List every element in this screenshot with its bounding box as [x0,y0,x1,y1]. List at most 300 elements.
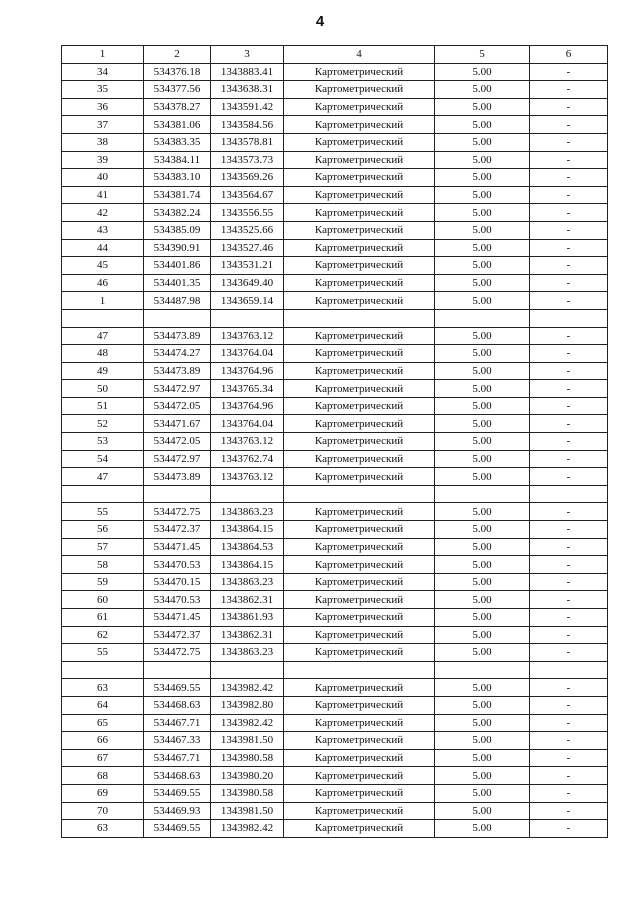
cell-point-number: 54 [62,450,144,468]
cell-x-coordinate: 534472.97 [144,450,211,468]
table-header [62,46,608,64]
cell-method: Картометрический [284,556,435,574]
cell-note: - [530,292,608,310]
cell-y-coordinate: 1343762.74 [211,450,284,468]
cell-y-coordinate: 1343573.73 [211,151,284,169]
cell-note: - [530,767,608,785]
cell-method: Картометрический [284,450,435,468]
cell-y-coordinate: 1343862.31 [211,626,284,644]
table-row [62,257,608,275]
cell-x-coordinate: 534469.55 [144,820,211,838]
cell-method: Картометрический [284,573,435,591]
cell-x-coordinate: 534472.75 [144,503,211,521]
cell-note: - [530,433,608,451]
cell-x-coordinate: 534382.24 [144,204,211,222]
cell-accuracy: 5.00 [435,239,530,257]
cell-method: Картометрический [284,204,435,222]
cell-accuracy: 5.00 [435,784,530,802]
cell-note: - [530,503,608,521]
cell-method: Картометрический [284,221,435,239]
cell-x-coordinate: 534383.35 [144,133,211,151]
cell-x-coordinate: 534473.89 [144,468,211,486]
cell-method: Картометрический [284,169,435,187]
cell-x-coordinate: 534383.10 [144,169,211,187]
cell-accuracy: 5.00 [435,380,530,398]
cell-note: - [530,450,608,468]
cell-note: - [530,573,608,591]
cell-x-coordinate: 534473.89 [144,362,211,380]
cell-x-coordinate: 534468.63 [144,696,211,714]
cell-accuracy: 5.00 [435,362,530,380]
header-cell-1: 1 [62,46,144,64]
cell-y-coordinate: 1343531.21 [211,257,284,275]
cell-point-number: 50 [62,380,144,398]
cell-note: - [530,802,608,820]
cell-x-coordinate: 534381.06 [144,116,211,134]
cell-y-coordinate [211,485,284,503]
table-row [62,433,608,451]
cell-x-coordinate: 534468.63 [144,767,211,785]
cell-method: Картометрический [284,257,435,275]
cell-point-number: 44 [62,239,144,257]
cell-y-coordinate: 1343980.58 [211,784,284,802]
cell-accuracy: 5.00 [435,327,530,345]
cell-y-coordinate: 1343591.42 [211,98,284,116]
cell-point-number: 53 [62,433,144,451]
cell-point-number: 58 [62,556,144,574]
header-cell-6: 6 [530,46,608,64]
cell-x-coordinate: 534467.33 [144,732,211,750]
cell-accuracy: 5.00 [435,169,530,187]
table-row [62,327,608,345]
table-row [62,468,608,486]
cell-y-coordinate: 1343982.42 [211,679,284,697]
cell-x-coordinate: 534381.74 [144,186,211,204]
cell-note: - [530,397,608,415]
cell-accuracy: 5.00 [435,81,530,99]
cell-y-coordinate: 1343569.26 [211,169,284,187]
cell-y-coordinate: 1343525.66 [211,221,284,239]
cell-y-coordinate: 1343864.53 [211,538,284,556]
cell-point-number: 38 [62,133,144,151]
cell-y-coordinate: 1343982.42 [211,714,284,732]
cell-note: - [530,714,608,732]
cell-accuracy: 5.00 [435,820,530,838]
cell-note: - [530,820,608,838]
cell-accuracy: 5.00 [435,63,530,81]
cell-point-number: 1 [62,292,144,310]
cell-y-coordinate [211,661,284,679]
cell-point-number: 45 [62,257,144,275]
cell-note: - [530,362,608,380]
cell-method [284,309,435,327]
cell-method: Картометрический [284,380,435,398]
coordinates-table [61,45,608,838]
cell-note: - [530,538,608,556]
cell-y-coordinate: 1343863.23 [211,503,284,521]
cell-point-number: 60 [62,591,144,609]
cell-accuracy: 5.00 [435,802,530,820]
table-row [62,556,608,574]
table-row [62,644,608,662]
header-cell-4: 4 [284,46,435,64]
cell-y-coordinate: 1343861.93 [211,609,284,627]
header-row [62,46,608,64]
cell-y-coordinate: 1343763.12 [211,468,284,486]
cell-y-coordinate: 1343564.67 [211,186,284,204]
table-row-separator [62,309,608,327]
cell-note: - [530,204,608,222]
cell-note: - [530,133,608,151]
cell-note: - [530,345,608,363]
cell-accuracy: 5.00 [435,609,530,627]
table-row-separator [62,485,608,503]
cell-x-coordinate: 534471.45 [144,609,211,627]
cell-point-number: 49 [62,362,144,380]
cell-y-coordinate: 1343556.55 [211,204,284,222]
cell-y-coordinate: 1343638.31 [211,81,284,99]
cell-x-coordinate: 534472.05 [144,397,211,415]
table-row [62,573,608,591]
cell-note: - [530,380,608,398]
cell-note: - [530,644,608,662]
cell-accuracy: 5.00 [435,626,530,644]
table-row [62,116,608,134]
table-row [62,221,608,239]
cell-y-coordinate: 1343864.15 [211,521,284,539]
cell-note: - [530,732,608,750]
cell-y-coordinate: 1343764.04 [211,345,284,363]
cell-method: Картометрический [284,292,435,310]
cell-note: - [530,169,608,187]
cell-point-number: 70 [62,802,144,820]
cell-method: Картометрический [284,503,435,521]
cell-x-coordinate: 534472.05 [144,433,211,451]
cell-point-number: 59 [62,573,144,591]
cell-point-number: 47 [62,327,144,345]
cell-y-coordinate: 1343578.81 [211,133,284,151]
table-row [62,151,608,169]
cell-point-number: 42 [62,204,144,222]
cell-point-number: 69 [62,784,144,802]
cell-note [530,309,608,327]
cell-y-coordinate: 1343764.96 [211,362,284,380]
cell-method: Картометрический [284,98,435,116]
table-row [62,169,608,187]
cell-note [530,485,608,503]
cell-x-coordinate: 534376.18 [144,63,211,81]
cell-note: - [530,749,608,767]
table-row [62,802,608,820]
cell-method: Картометрический [284,679,435,697]
cell-y-coordinate: 1343864.15 [211,556,284,574]
table-row [62,591,608,609]
table-row [62,204,608,222]
cell-accuracy: 5.00 [435,151,530,169]
cell-method: Картометрический [284,362,435,380]
cell-method: Картометрический [284,521,435,539]
cell-method: Картометрический [284,81,435,99]
cell-x-coordinate: 534472.97 [144,380,211,398]
cell-point-number: 40 [62,169,144,187]
cell-y-coordinate [211,309,284,327]
cell-accuracy [435,661,530,679]
cell-accuracy: 5.00 [435,221,530,239]
cell-note [530,661,608,679]
cell-point-number: 63 [62,820,144,838]
cell-x-coordinate: 534472.37 [144,521,211,539]
table-row [62,696,608,714]
cell-method [284,661,435,679]
cell-x-coordinate: 534473.89 [144,327,211,345]
cell-note: - [530,521,608,539]
cell-accuracy: 5.00 [435,415,530,433]
cell-accuracy: 5.00 [435,397,530,415]
table-row [62,98,608,116]
cell-x-coordinate: 534385.09 [144,221,211,239]
cell-note: - [530,63,608,81]
cell-accuracy: 5.00 [435,292,530,310]
cell-note: - [530,186,608,204]
table-row [62,345,608,363]
cell-accuracy [435,309,530,327]
cell-note: - [530,239,608,257]
cell-x-coordinate: 534469.93 [144,802,211,820]
cell-note: - [530,257,608,275]
cell-y-coordinate: 1343584.56 [211,116,284,134]
cell-point-number: 43 [62,221,144,239]
cell-x-coordinate: 534377.56 [144,81,211,99]
cell-note: - [530,98,608,116]
cell-note: - [530,415,608,433]
cell-method: Картометрический [284,327,435,345]
cell-point-number: 55 [62,644,144,662]
cell-method: Картометрический [284,433,435,451]
cell-note: - [530,151,608,169]
cell-method: Картометрический [284,644,435,662]
cell-x-coordinate: 534390.91 [144,239,211,257]
cell-y-coordinate: 1343763.12 [211,433,284,451]
cell-x-coordinate [144,485,211,503]
cell-note: - [530,609,608,627]
cell-accuracy: 5.00 [435,98,530,116]
header-cell-2: 2 [144,46,211,64]
cell-y-coordinate: 1343982.80 [211,696,284,714]
table-row [62,820,608,838]
page-number: 4 [315,13,325,30]
table-row [62,767,608,785]
cell-accuracy: 5.00 [435,116,530,134]
cell-x-coordinate: 534467.71 [144,749,211,767]
cell-x-coordinate: 534471.45 [144,538,211,556]
cell-method: Картометрический [284,626,435,644]
cell-x-coordinate: 534474.27 [144,345,211,363]
cell-point-number: 61 [62,609,144,627]
cell-x-coordinate: 534470.53 [144,591,211,609]
table-row [62,609,608,627]
cell-method: Картометрический [284,591,435,609]
cell-y-coordinate: 1343981.50 [211,732,284,750]
cell-note: - [530,81,608,99]
cell-point-number: 57 [62,538,144,556]
cell-point-number: 37 [62,116,144,134]
cell-accuracy: 5.00 [435,521,530,539]
cell-method: Картометрический [284,239,435,257]
cell-y-coordinate: 1343863.23 [211,573,284,591]
cell-note: - [530,221,608,239]
cell-note: - [530,274,608,292]
table-row [62,415,608,433]
cell-x-coordinate: 534470.15 [144,573,211,591]
cell-accuracy: 5.00 [435,644,530,662]
cell-point-number: 34 [62,63,144,81]
table-row [62,380,608,398]
cell-point-number: 52 [62,415,144,433]
cell-note: - [530,784,608,802]
cell-x-coordinate [144,309,211,327]
cell-note: - [530,626,608,644]
cell-accuracy: 5.00 [435,573,530,591]
cell-method: Картометрический [284,468,435,486]
cell-accuracy: 5.00 [435,345,530,363]
cell-accuracy: 5.00 [435,257,530,275]
cell-point-number: 64 [62,696,144,714]
cell-y-coordinate: 1343659.14 [211,292,284,310]
cell-method: Картометрический [284,186,435,204]
table-row [62,81,608,99]
cell-y-coordinate: 1343763.12 [211,327,284,345]
cell-x-coordinate: 534487.98 [144,292,211,310]
cell-point-number: 51 [62,397,144,415]
table-row [62,133,608,151]
cell-point-number: 48 [62,345,144,363]
cell-x-coordinate: 534472.37 [144,626,211,644]
cell-accuracy: 5.00 [435,749,530,767]
cell-accuracy: 5.00 [435,274,530,292]
table-row [62,521,608,539]
cell-accuracy: 5.00 [435,556,530,574]
cell-point-number: 68 [62,767,144,785]
cell-x-coordinate: 534472.75 [144,644,211,662]
cell-point-number [62,661,144,679]
cell-note: - [530,556,608,574]
cell-method: Картометрический [284,767,435,785]
cell-note: - [530,679,608,697]
cell-x-coordinate: 534378.27 [144,98,211,116]
table-row [62,538,608,556]
cell-point-number: 46 [62,274,144,292]
cell-method: Картометрический [284,802,435,820]
cell-point-number: 63 [62,679,144,697]
cell-method: Картометрический [284,784,435,802]
table-row [62,274,608,292]
cell-point-number: 39 [62,151,144,169]
cell-accuracy [435,485,530,503]
cell-point-number: 67 [62,749,144,767]
cell-accuracy: 5.00 [435,538,530,556]
cell-x-coordinate: 534401.86 [144,257,211,275]
table-row-separator [62,661,608,679]
cell-note: - [530,116,608,134]
cell-point-number: 41 [62,186,144,204]
cell-x-coordinate [144,661,211,679]
cell-accuracy: 5.00 [435,714,530,732]
cell-x-coordinate: 534471.67 [144,415,211,433]
cell-note: - [530,468,608,486]
table-row [62,397,608,415]
cell-x-coordinate: 534467.71 [144,714,211,732]
cell-method: Картометрический [284,749,435,767]
cell-accuracy: 5.00 [435,503,530,521]
cell-accuracy: 5.00 [435,433,530,451]
table-row [62,679,608,697]
table-row [62,749,608,767]
cell-method: Картометрический [284,151,435,169]
table-row [62,239,608,257]
cell-y-coordinate: 1343649.40 [211,274,284,292]
table-row [62,626,608,644]
cell-method: Картометрический [284,63,435,81]
cell-method: Картометрический [284,397,435,415]
cell-point-number: 56 [62,521,144,539]
cell-x-coordinate: 534384.11 [144,151,211,169]
cell-method: Картометрический [284,274,435,292]
table-body [62,63,608,837]
cell-method: Картометрический [284,133,435,151]
cell-y-coordinate: 1343982.42 [211,820,284,838]
cell-accuracy: 5.00 [435,133,530,151]
cell-point-number [62,485,144,503]
cell-method: Картометрический [284,732,435,750]
cell-y-coordinate: 1343981.50 [211,802,284,820]
cell-y-coordinate: 1343527.46 [211,239,284,257]
table-row [62,63,608,81]
cell-accuracy: 5.00 [435,767,530,785]
table-row [62,450,608,468]
cell-method: Картометрический [284,714,435,732]
cell-y-coordinate: 1343980.58 [211,749,284,767]
cell-method: Картометрический [284,345,435,363]
table-row [62,292,608,310]
cell-method: Картометрический [284,116,435,134]
cell-point-number: 65 [62,714,144,732]
cell-y-coordinate: 1343764.96 [211,397,284,415]
cell-point-number: 62 [62,626,144,644]
cell-point-number: 47 [62,468,144,486]
cell-accuracy: 5.00 [435,591,530,609]
cell-accuracy: 5.00 [435,186,530,204]
cell-accuracy: 5.00 [435,450,530,468]
cell-y-coordinate: 1343980.20 [211,767,284,785]
cell-point-number: 55 [62,503,144,521]
cell-note: - [530,591,608,609]
cell-x-coordinate: 534401.35 [144,274,211,292]
cell-accuracy: 5.00 [435,732,530,750]
header-cell-3: 3 [211,46,284,64]
cell-x-coordinate: 534469.55 [144,784,211,802]
cell-x-coordinate: 534469.55 [144,679,211,697]
cell-y-coordinate: 1343764.04 [211,415,284,433]
cell-point-number: 66 [62,732,144,750]
table-row [62,362,608,380]
cell-x-coordinate: 534470.53 [144,556,211,574]
cell-method [284,485,435,503]
cell-method: Картометрический [284,696,435,714]
cell-method: Картометрический [284,538,435,556]
cell-note: - [530,327,608,345]
table-row [62,784,608,802]
cell-accuracy: 5.00 [435,679,530,697]
